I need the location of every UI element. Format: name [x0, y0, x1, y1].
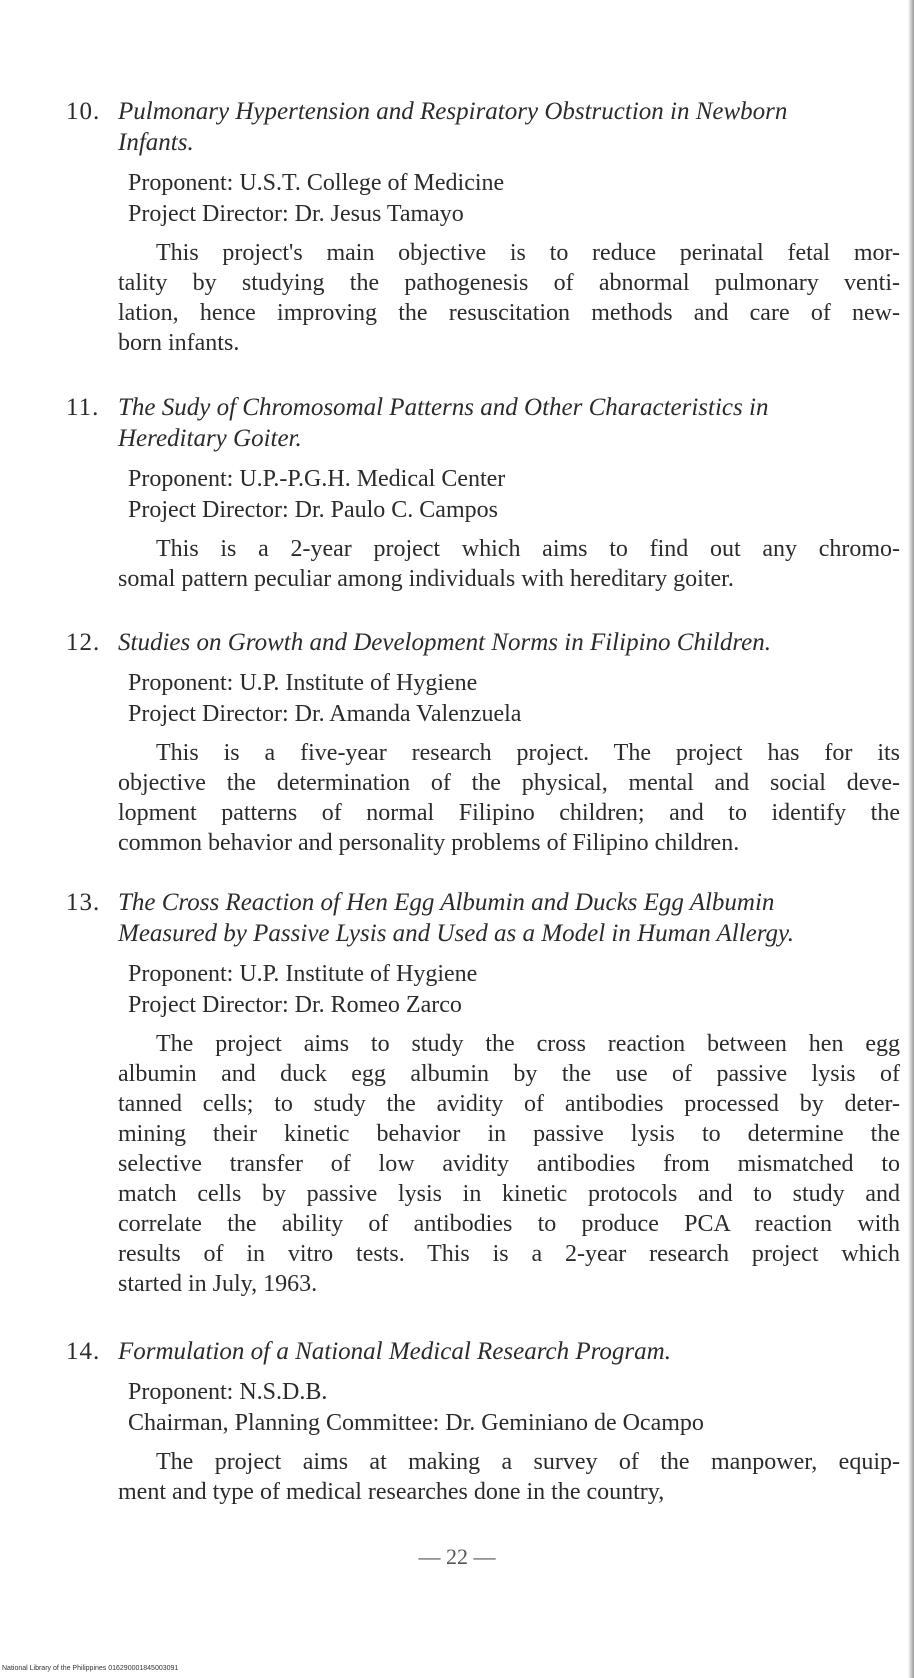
- entry-description: [66, 534, 900, 594]
- entry-number: 11.: [66, 394, 100, 421]
- text-line: results of in vitro tests. This is a 2-year research project which: [118, 1241, 900, 1267]
- entry-number: 14.: [66, 1338, 101, 1365]
- director-line: Project Director: Dr. Romeo Zarco: [128, 992, 462, 1018]
- text-line: lation, hence improving the resuscitation methods and care of new-: [118, 300, 900, 326]
- text-line: match cells by passive lysis in kinetic protocols and to study and: [118, 1181, 900, 1207]
- proponent-line: Proponent: U.P. Institute of Hygiene: [128, 670, 478, 696]
- entry-description: [66, 238, 900, 358]
- text-line: This is a 2-year project which aims to find out any chromo-: [156, 536, 900, 562]
- proponent-line: Proponent: U.P. Institute of Hygiene: [128, 961, 478, 987]
- entry-11: [66, 392, 900, 594]
- entry-number: 10.: [66, 98, 101, 125]
- director-line: Project Director: Dr. Paulo C. Campos: [128, 497, 498, 523]
- text-line: The project aims at making a survey of the manpower, equip-: [156, 1449, 900, 1475]
- proponent-line: Proponent: U.P.-P.G.H. Medical Center: [128, 466, 506, 492]
- entry-meta: [66, 668, 900, 730]
- text-line: The project aims to study the cross reaction between hen egg: [156, 1031, 900, 1057]
- entry-description: [66, 1447, 900, 1507]
- text-line: tality by studying the pathogenesis of abnormal pulmonary venti-: [118, 270, 900, 296]
- page-edge-shadow: [908, 0, 914, 1678]
- text-line: correlate the ability of antibodies to produce PCA reaction with: [118, 1211, 900, 1237]
- text-line: mining their kinetic behavior in passive lysis to determine the: [118, 1121, 900, 1147]
- text-line: ment and type of medical researches done in the country,: [118, 1479, 665, 1505]
- entry-14: [66, 1336, 900, 1507]
- text-line: started in July, 1963.: [118, 1271, 318, 1297]
- text-line: somal pattern peculiar among individuals with hereditary goiter.: [118, 566, 734, 592]
- entry-meta: [66, 959, 900, 1021]
- page-number: — 22 —: [418, 1544, 496, 1569]
- text-line: common behavior and personality problems of Filipino children.: [118, 830, 740, 856]
- text-line: objective the determination of the physical, mental and social deve-: [118, 770, 900, 796]
- entry-number: 12.: [66, 629, 101, 656]
- entry-meta: [66, 168, 900, 230]
- text-line: selective transfer of low avidity antibodies from mismatched to: [118, 1151, 900, 1177]
- proponent-line: Proponent: U.S.T. College of Medicine: [128, 170, 505, 196]
- entry-description: [66, 1029, 900, 1299]
- entry-title-continued: Measured by Passive Lysis and Used as a Model in Human Allergy.: [118, 920, 795, 947]
- text-line: lopment patterns of normal Filipino children; and to identify the: [118, 800, 900, 826]
- entry-title-continued: Infants.: [118, 129, 194, 156]
- entry-12: [66, 627, 900, 858]
- text-line: This project's main objective is to reduce perinatal fetal mor-: [156, 240, 900, 266]
- proponent-line: Proponent: N.S.D.B.: [128, 1379, 328, 1405]
- entry-description: [66, 738, 900, 858]
- entry-meta: [66, 464, 900, 526]
- entry-title: The Sudy of Chromosomal Patterns and Other Characteristics in: [118, 394, 769, 421]
- entry-title: Formulation of a National Medical Research Program.: [118, 1338, 671, 1365]
- entry-title: Pulmonary Hypertension and Respiratory Obstruction in Newborn: [118, 98, 788, 125]
- text-line: albumin and duck egg albumin by the use of passive lysis of: [118, 1061, 900, 1087]
- text-line: This is a five-year research project. The project has for its: [156, 740, 900, 766]
- entry-number: 13.: [66, 889, 101, 916]
- director-line: Project Director: Dr. Jesus Tamayo: [128, 201, 464, 227]
- entry-title-continued: Hereditary Goiter.: [118, 425, 302, 452]
- entry-title: The Cross Reaction of Hen Egg Albumin and Ducks Egg Albumin: [118, 889, 775, 916]
- director-line: Chairman, Planning Committee: Dr. Geminiano de Ocampo: [128, 1410, 704, 1436]
- entry-13: [66, 887, 900, 1299]
- text-line: born infants.: [118, 330, 240, 356]
- text-line: tanned cells; to study the avidity of antibodies processed by deter-: [118, 1091, 900, 1117]
- library-stamp: National Library of the Philippines 016290001845003091: [2, 1665, 179, 1672]
- entry-meta: [66, 1377, 900, 1439]
- director-line: Project Director: Dr. Amanda Valenzuela: [128, 701, 522, 727]
- entry-title: Studies on Growth and Development Norms in Filipino Children.: [118, 629, 771, 656]
- entry-10: [66, 96, 900, 358]
